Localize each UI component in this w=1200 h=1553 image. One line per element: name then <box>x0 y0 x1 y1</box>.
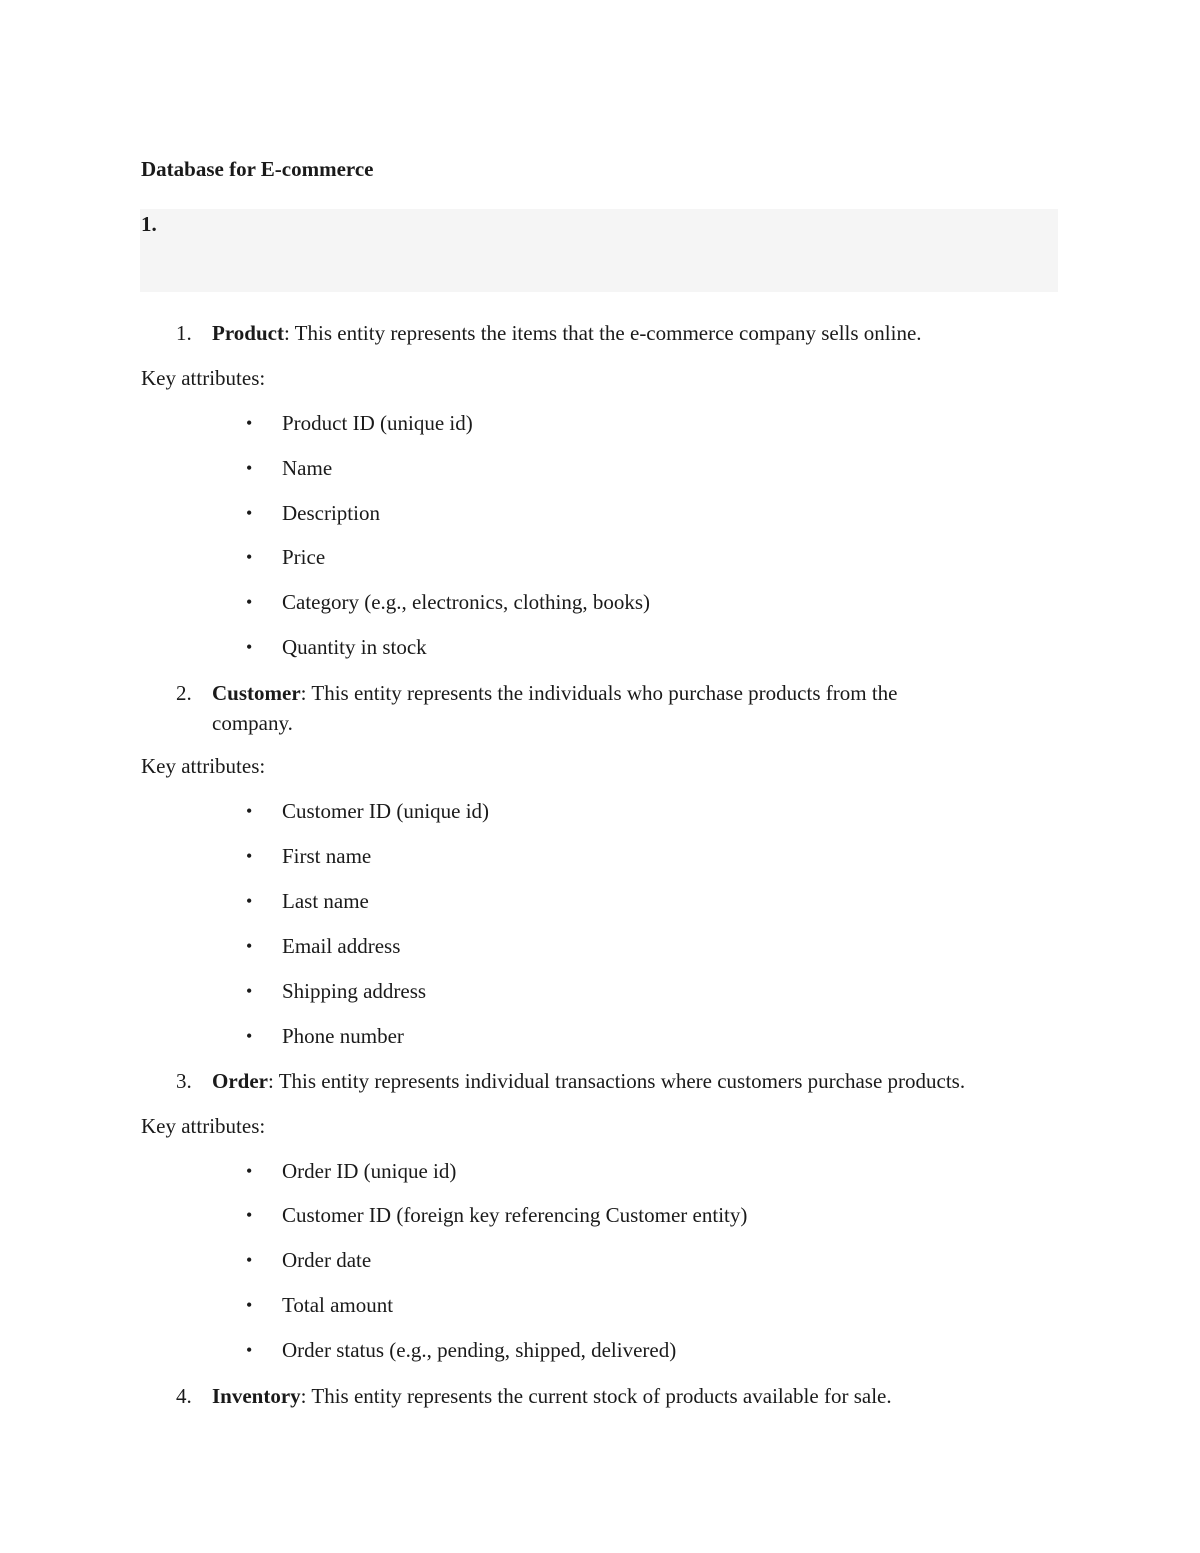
entity-heading <box>212 318 1012 348</box>
list-item: Category (e.g., electronics, clothing, books) <box>282 590 650 614</box>
bullet-icon: • <box>246 936 253 956</box>
bullet-icon: • <box>246 1026 253 1046</box>
bullet-icon: • <box>246 503 253 523</box>
list-item: Order date <box>282 1248 372 1272</box>
bullet-icon: • <box>246 458 253 478</box>
key-attributes-label: Key attributes: <box>141 754 266 778</box>
bullet-icon: • <box>246 1250 253 1270</box>
entity-description: : This entity represents individual transactions where customers purchase products. <box>267 1069 966 1093</box>
list-item: Email address <box>282 934 401 958</box>
entity-number: 4. <box>176 1384 192 1408</box>
entity-description-continued: company. <box>212 711 293 735</box>
bullet-icon: • <box>246 413 253 433</box>
list-item: Order status (e.g., pending, shipped, delivered) <box>282 1338 677 1362</box>
entity-number: 1. <box>176 321 192 345</box>
shaded-code-block <box>140 209 1058 292</box>
bullet-icon: • <box>246 846 253 866</box>
document-title: Database for E-commerce <box>141 157 374 181</box>
entity-number: 3. <box>176 1069 192 1093</box>
shaded-block-number: 1. <box>141 212 157 236</box>
entity-heading <box>212 678 1012 708</box>
bullet-icon: • <box>246 592 253 612</box>
entity-number: 2. <box>176 681 192 705</box>
entity-heading <box>212 1066 1112 1096</box>
bullet-icon: • <box>246 891 253 911</box>
bullet-icon: • <box>246 547 253 567</box>
key-attributes-label: Key attributes: <box>141 366 266 390</box>
list-item: Price <box>282 545 326 569</box>
list-item: First name <box>282 844 372 868</box>
bullet-icon: • <box>246 801 253 821</box>
bullet-icon: • <box>246 1295 253 1315</box>
entity-description: : This entity represents the individuals who purchase products from the <box>300 681 898 705</box>
list-item: Name <box>282 456 333 480</box>
entity-description: : This entity represents the items that the e-commerce company sells online. <box>283 321 922 345</box>
list-item: Total amount <box>282 1293 394 1317</box>
list-item: Product ID (unique id) <box>282 411 473 435</box>
list-item: Description <box>282 501 380 525</box>
entity-name: Order <box>212 1069 268 1093</box>
list-item: Customer ID (foreign key referencing Customer entity) <box>282 1203 748 1227</box>
list-item: Shipping address <box>282 979 427 1003</box>
list-item: Quantity in stock <box>282 635 427 659</box>
entity-name: Customer <box>212 681 301 705</box>
bullet-icon: • <box>246 1205 253 1225</box>
bullet-icon: • <box>246 1340 253 1360</box>
list-item: Last name <box>282 889 369 913</box>
bullet-icon: • <box>246 1161 253 1181</box>
entity-description: : This entity represents the current stock of products available for sale. <box>300 1384 892 1408</box>
bullet-icon: • <box>246 981 253 1001</box>
entity-heading <box>212 1381 1012 1411</box>
key-attributes-label: Key attributes: <box>141 1114 266 1138</box>
list-item: Phone number <box>282 1024 404 1048</box>
bullet-icon: • <box>246 637 253 657</box>
list-item: Order ID (unique id) <box>282 1159 457 1183</box>
entity-name: Inventory <box>212 1384 301 1408</box>
entity-name: Product <box>212 321 284 345</box>
list-item: Customer ID (unique id) <box>282 799 490 823</box>
